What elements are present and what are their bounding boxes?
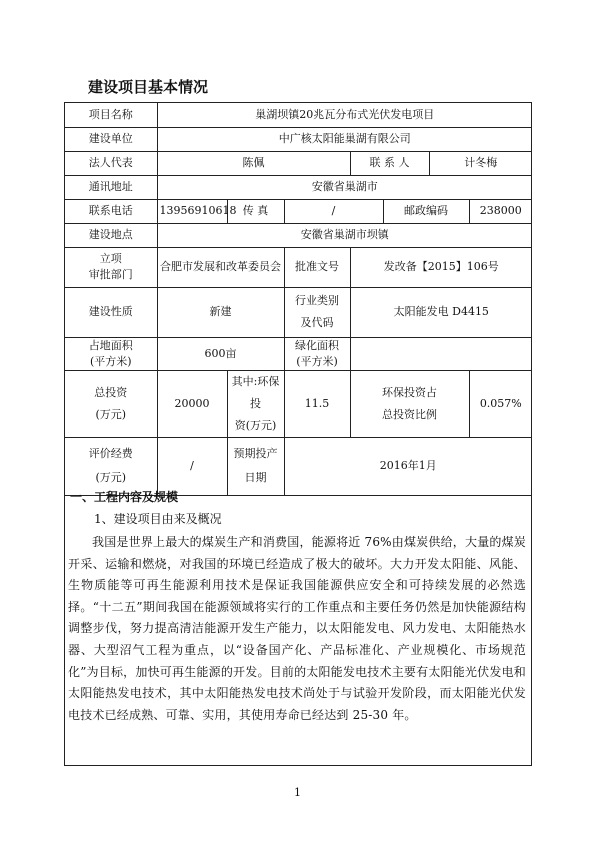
area-label-line1: 占地面积 [88,338,133,352]
row-nature [65,287,532,337]
env-ratio-label [350,370,469,437]
phone-value: 13956910618 [157,199,227,223]
nature-value: 新建 [157,287,284,337]
nature-label: 建设性质 [65,287,157,337]
green-area-label [284,337,350,370]
legal-rep-value: 陈佩 [157,151,350,175]
page-number: 1 [294,786,301,799]
row-site [65,223,532,247]
construction-unit-value: 中广核太阳能巢湖有限公司 [157,127,532,151]
industry-label-line1: 行业类别 [295,294,339,307]
contact-label: 联 系 人 [350,151,429,175]
investment-label-line2: (万元) [95,407,127,421]
green-area-value [350,337,532,370]
area-label-line2: (平方米) [89,354,132,368]
industry-value: 太阳能发电 D4415 [350,287,532,337]
site-value: 安徽省巢湖市坝镇 [157,223,532,247]
production-label-line1: 预期投产 [233,447,278,460]
phone-label: 联系电话 [65,199,157,223]
green-label-line2: (平方米) [296,354,338,368]
production-date-value: 2016年1月 [284,437,532,495]
row-construction-unit [65,127,532,151]
fax-label: 传 真 [227,199,284,223]
section-paragraph: 我国是世界上最大的煤炭生产和消费国，能源将近 76%由煤炭供给，大量的煤炭开采、运输和燃烧，对我国的环境已经造成了极大的破坏。大力开发太阳能、风能、生物质能等可再生能源利用技术是保证我国能源供应安全和可持续发展的必然选择。“十二五”期间我国在能源领域将实行的工作重点和主要任务仍然是加快能源结构调整步伐，努力提高清洁能源开发生产能力，以太阳能发电、风力发电、太阳能热水器、大型沼气工程为重点，以“设备国产化、产品标准化、产业规模化、市场规范化”为目标，加快可再生能源的开发。目前的太阳能发电技术主要有太阳能光伏发电和太阳能热发电技术，其中太阳能热发电技术尚处于与试验开发阶段，而太阳能光伏发电技术已经成熟、可靠、实用，其使用寿命已经达到 25-30 年。 [68,535,526,722]
postcode-label: 邮政编码 [383,199,469,223]
industry-label-line2: 及代码 [300,316,334,329]
approval-doc-value: 发改备【2015】106号 [350,247,532,287]
investment-value: 20000 [157,370,227,437]
postcode-value: 238000 [469,199,532,223]
approval-dept-value: 合肥市发展和改革委员会 [157,247,284,287]
site-label: 建设地点 [65,223,157,247]
row-area [65,337,532,370]
approval-label-line1: 立项 [99,252,122,265]
env-invest-label [227,370,284,437]
project-content-section [64,482,532,766]
project-name-label: 项目名称 [65,103,157,127]
row-address [65,175,532,199]
section-subheading: 1、建设项目由来及概况 [94,512,222,526]
assessment-label-line1: 评价经费 [88,447,133,460]
row-phone [65,199,532,223]
contact-value: 计冬梅 [429,151,532,175]
section-heading: 一、工程内容及规模 [70,490,179,504]
env-ratio-line2: 总投资比例 [382,407,437,421]
approval-label-line2: 审批部门 [88,268,133,281]
green-label-line1: 绿化面积 [295,338,339,352]
env-invest-value: 11.5 [284,370,350,437]
env-ratio-line1: 环保投资占 [382,385,437,399]
row-project-name [65,103,532,127]
address-value: 安徽省巢湖市 [157,175,532,199]
legal-rep-label: 法人代表 [65,151,157,175]
assessment-fee-value: / [157,437,227,495]
assessment-label-line2: (万元) [95,471,127,484]
area-value: 600亩 [157,337,284,370]
approval-doc-label: 批准文号 [284,247,350,287]
row-approval [65,247,532,287]
row-legal-rep [65,151,532,175]
row-investment [65,370,532,437]
fax-value: / [284,199,383,223]
project-name-value: 巢湖坝镇20兆瓦分布式光伏发电项目 [157,103,532,127]
env-ratio-value: 0.057% [469,370,532,437]
approval-dept-label [65,247,157,287]
page-title: 建设项目基本情况 [88,78,209,96]
production-label-line2: 日期 [244,471,267,484]
investment-label-line1: 总投资 [94,385,128,399]
address-label: 通讯地址 [65,175,157,199]
construction-unit-label: 建设单位 [65,127,157,151]
investment-label [65,370,157,437]
area-label [65,337,157,370]
env-invest-line1: 其中:环保投 [231,374,280,410]
env-invest-line2: 资(万元) [234,418,277,432]
industry-label [284,287,350,337]
